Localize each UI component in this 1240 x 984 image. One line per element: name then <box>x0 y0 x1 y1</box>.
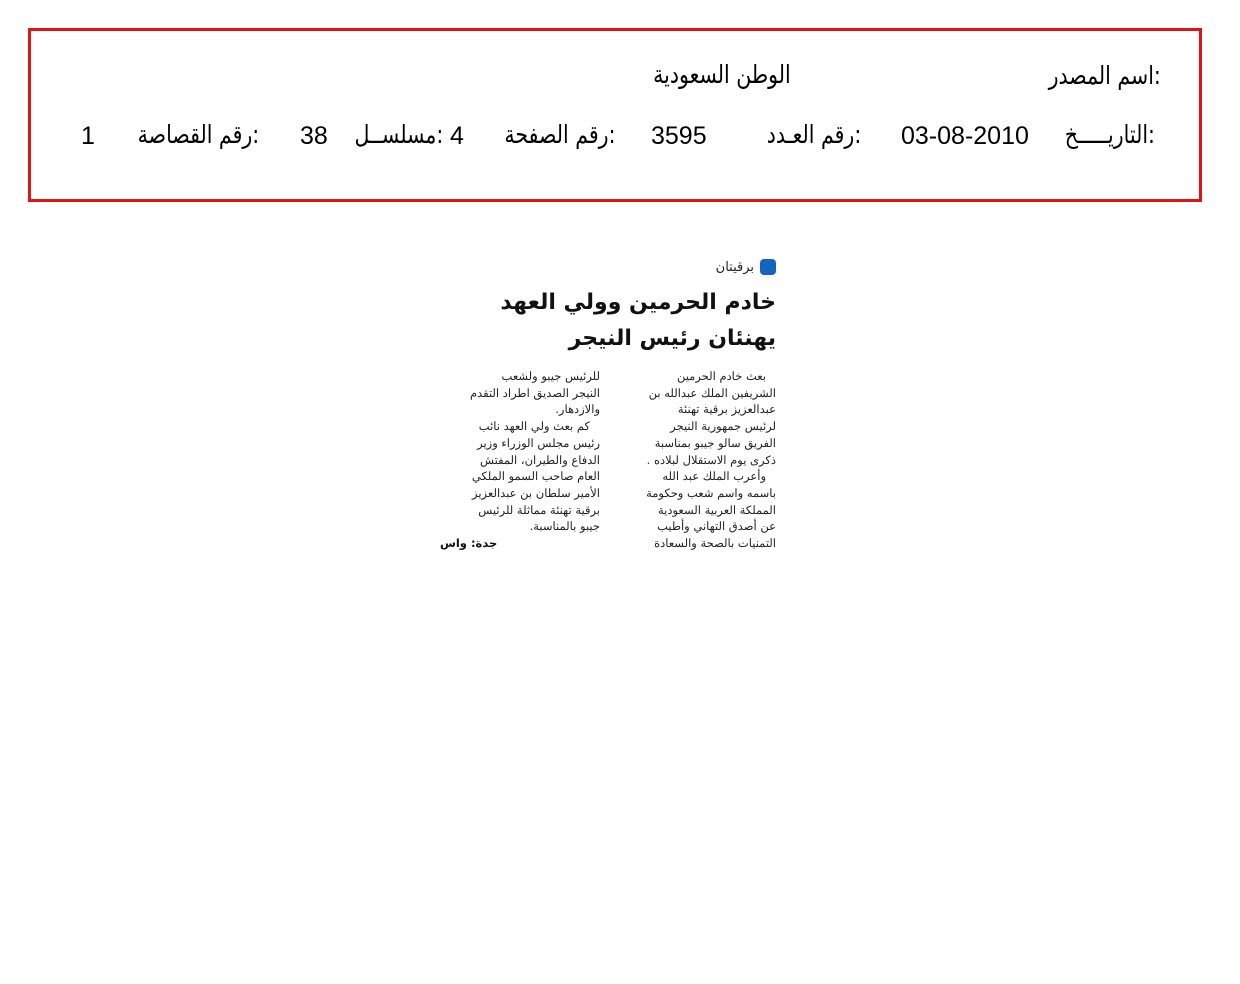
body-line: العام صاحب السمو الملكي <box>471 469 600 484</box>
article-byline: جدة: واس <box>440 536 498 550</box>
source-label: اسم المصدر: <box>1048 61 1161 90</box>
body-line: للرئيس جيبو ولشعب <box>501 369 600 383</box>
clipping-header <box>28 28 1202 202</box>
body-line: رئيس مجلس الوزراء وزير <box>477 435 600 450</box>
source-value: الوطن السعودية <box>653 60 791 89</box>
body-line: الفريق سالو جيبو بمناسبة <box>654 435 776 450</box>
body-line: وأعرب الملك عبد الله <box>662 469 766 484</box>
body-line: الشريفين الملك عبدالله بن <box>648 385 776 400</box>
clip-value: 1 <box>81 122 95 150</box>
article-headline <box>436 285 776 357</box>
body-line: والازدهار. <box>555 402 600 417</box>
article-column-right <box>606 368 776 552</box>
issue-label: رقم العـدد: <box>766 120 861 149</box>
body-line: المملكة العربية السعودية <box>658 502 776 517</box>
body-line: جيبو بالمناسبة. <box>529 519 600 534</box>
body-line: الأمير سلطان بن عبدالعزيز <box>472 485 600 500</box>
body-line: برقية تهنئة مماثلة للرئيس <box>478 502 600 517</box>
body-line: باسمه واسم شعب وحكومة <box>646 485 776 500</box>
page-value: 4 <box>450 122 464 150</box>
date-label: التاريـــــخ: <box>1064 120 1155 149</box>
body-line: عن أصدق التهاني وأطيب <box>657 519 776 534</box>
serial-label: مسلســل: <box>354 120 443 149</box>
body-line: كم بعث ولي العهد نائب <box>478 419 590 434</box>
body-line: ذكرى يوم الاستقلال لبلاده . <box>646 452 776 467</box>
section-tag <box>716 257 776 277</box>
page-label: رقم الصفحة: <box>503 120 615 149</box>
body-line: بعث خادم الحرمين <box>676 369 766 383</box>
article-column-left <box>430 368 600 535</box>
body-line: لرئيس جمهورية النيجر <box>670 419 776 434</box>
section-label: برقيتان <box>715 259 754 275</box>
headline-line-1: خادم الحرمين وولي العهد <box>500 290 776 315</box>
section-marker-icon <box>760 259 776 275</box>
body-line: عبدالعزيز برقية تهنئة <box>677 402 776 417</box>
body-line: التمنيات بالصحة والسعادة <box>654 536 776 551</box>
serial-value: 38 <box>300 122 328 150</box>
issue-value: 3595 <box>651 122 707 150</box>
headline-line-2: يهنئان رئيس النيجر <box>568 326 776 351</box>
body-line: النيجر الصديق اطراد التقدم <box>469 385 600 400</box>
body-line: الدفاع والطيران، المفتش <box>479 452 600 467</box>
date-value: 03-08-2010 <box>901 122 1029 150</box>
clip-label: رقم القصاصة: <box>137 120 259 149</box>
